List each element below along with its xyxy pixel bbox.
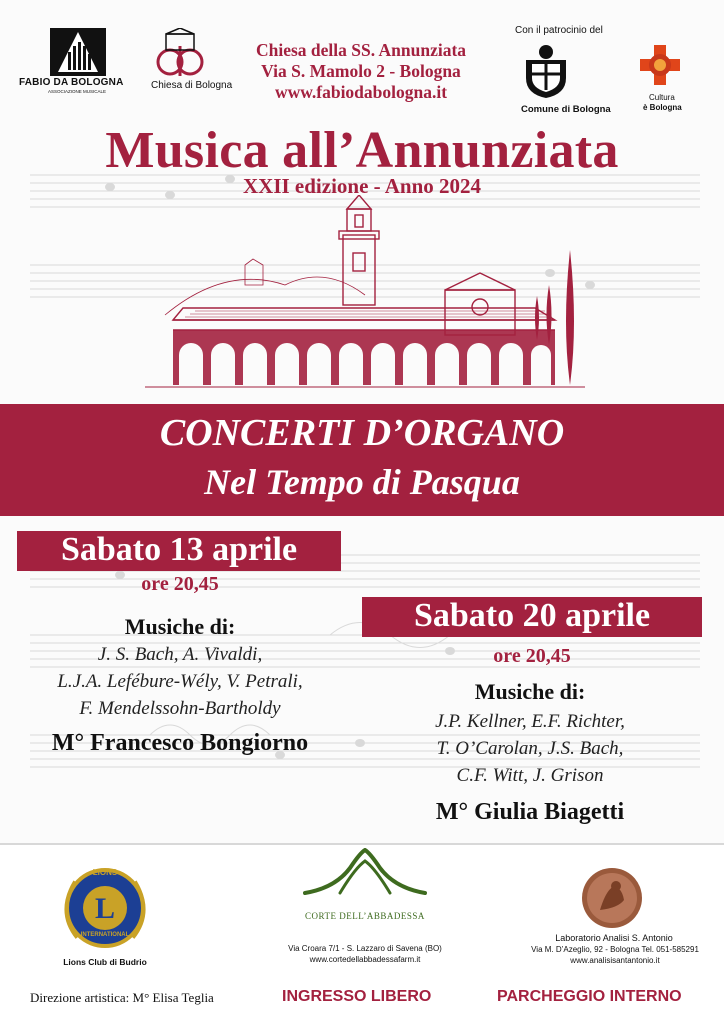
concert-1-date: Sabato 13 aprile xyxy=(17,531,341,571)
church-illustration xyxy=(145,195,585,405)
concert-1-music-heading: Musiche di: xyxy=(124,614,236,639)
comune-label: Comune di Bologna xyxy=(521,104,611,115)
corte-address: Via Croara 7/1 - S. Lazzaro di Savena (BO) xyxy=(288,944,442,953)
corte-website[interactable]: www.cortedellabbadessafarm.it xyxy=(309,955,421,964)
cultura-label-2: è Bologna xyxy=(643,103,682,112)
patronage-label: Con il patrocinio del xyxy=(515,25,603,36)
concert-2-composers xyxy=(380,708,680,789)
concert-2-date: Sabato 20 aprile xyxy=(362,597,702,637)
concert-2-music-heading: Musiche di: xyxy=(474,679,586,704)
composer-line: F. Mendelssohn-Bartholdy xyxy=(79,698,281,719)
concert-1-time: ore 20,45 xyxy=(141,573,219,595)
concert-2-time: ore 20,45 xyxy=(493,645,571,667)
banner-title: CONCERTI D’ORGANO xyxy=(159,412,565,454)
cultura-label-1: Cultura xyxy=(649,93,675,102)
composer-line: J. S. Bach, A. Vivaldi, xyxy=(97,644,263,665)
fabio-name: FABIO DA BOLOGNA xyxy=(19,77,124,88)
parking-label: PARCHEGGIO INTERNO xyxy=(497,988,682,1005)
venue-line-1: Chiesa della SS. Annunziata xyxy=(255,40,467,60)
fabio-subtitle: ASSOCIAZIONE MUSICALE xyxy=(48,89,107,94)
chiesa-bologna-icon xyxy=(148,28,212,78)
lions-bottom-text: INTERNATIONAL xyxy=(80,932,130,938)
concert-1-composers xyxy=(5,641,355,722)
corte-abbadessa-icon xyxy=(300,848,430,908)
svg-text:L: L xyxy=(94,892,116,925)
composer-line: T. O’Carolan, J.S. Bach, xyxy=(436,738,624,759)
cultura-bologna-icon xyxy=(640,45,680,85)
comune-crest-icon xyxy=(518,42,574,100)
fabio-organ-icon xyxy=(50,28,106,76)
laboratorio-coin-icon xyxy=(580,866,644,930)
lab-address: Via M. D’Azeglio, 92 - Bologna Tel. 051-585291 xyxy=(531,945,699,954)
lab-website[interactable]: www.analisisantantonio.it xyxy=(570,956,660,965)
lab-name: Laboratorio Analisi S. Antonio xyxy=(555,933,673,943)
composer-line: J.P. Kellner, E.F. Richter, xyxy=(435,711,625,732)
composer-line: L.J.A. Lefébure-Wély, V. Petrali, xyxy=(57,671,303,692)
page-title: Musica all’Annunziata xyxy=(105,122,619,179)
composer-line: C.F. Witt, J. Grison xyxy=(456,765,604,786)
corte-name: CORTE DELL’ABBADESSA xyxy=(305,911,425,921)
artistic-direction: Direzione artistica: M° Elisa Teglia xyxy=(30,990,214,1005)
lions-label: Lions Club di Budrio xyxy=(63,957,147,967)
free-entry-label: INGRESSO LIBERO xyxy=(282,988,432,1005)
venue-website[interactable]: www.fabiodabologna.it xyxy=(274,82,448,102)
concert-1-performer: M° Francesco Bongiorno xyxy=(51,730,309,756)
chiesa-logo-label: Chiesa di Bologna xyxy=(151,80,233,91)
banner-subtitle: Nel Tempo di Pasqua xyxy=(204,462,520,502)
edition-subtitle: XXII edizione - Anno 2024 xyxy=(242,174,482,198)
venue-line-2: Via S. Mamolo 2 - Bologna xyxy=(261,61,461,81)
lions-top-text: LIONS xyxy=(92,868,118,877)
footer-divider xyxy=(0,843,724,845)
concert-2-performer: M° Giulia Biagetti xyxy=(435,799,625,825)
